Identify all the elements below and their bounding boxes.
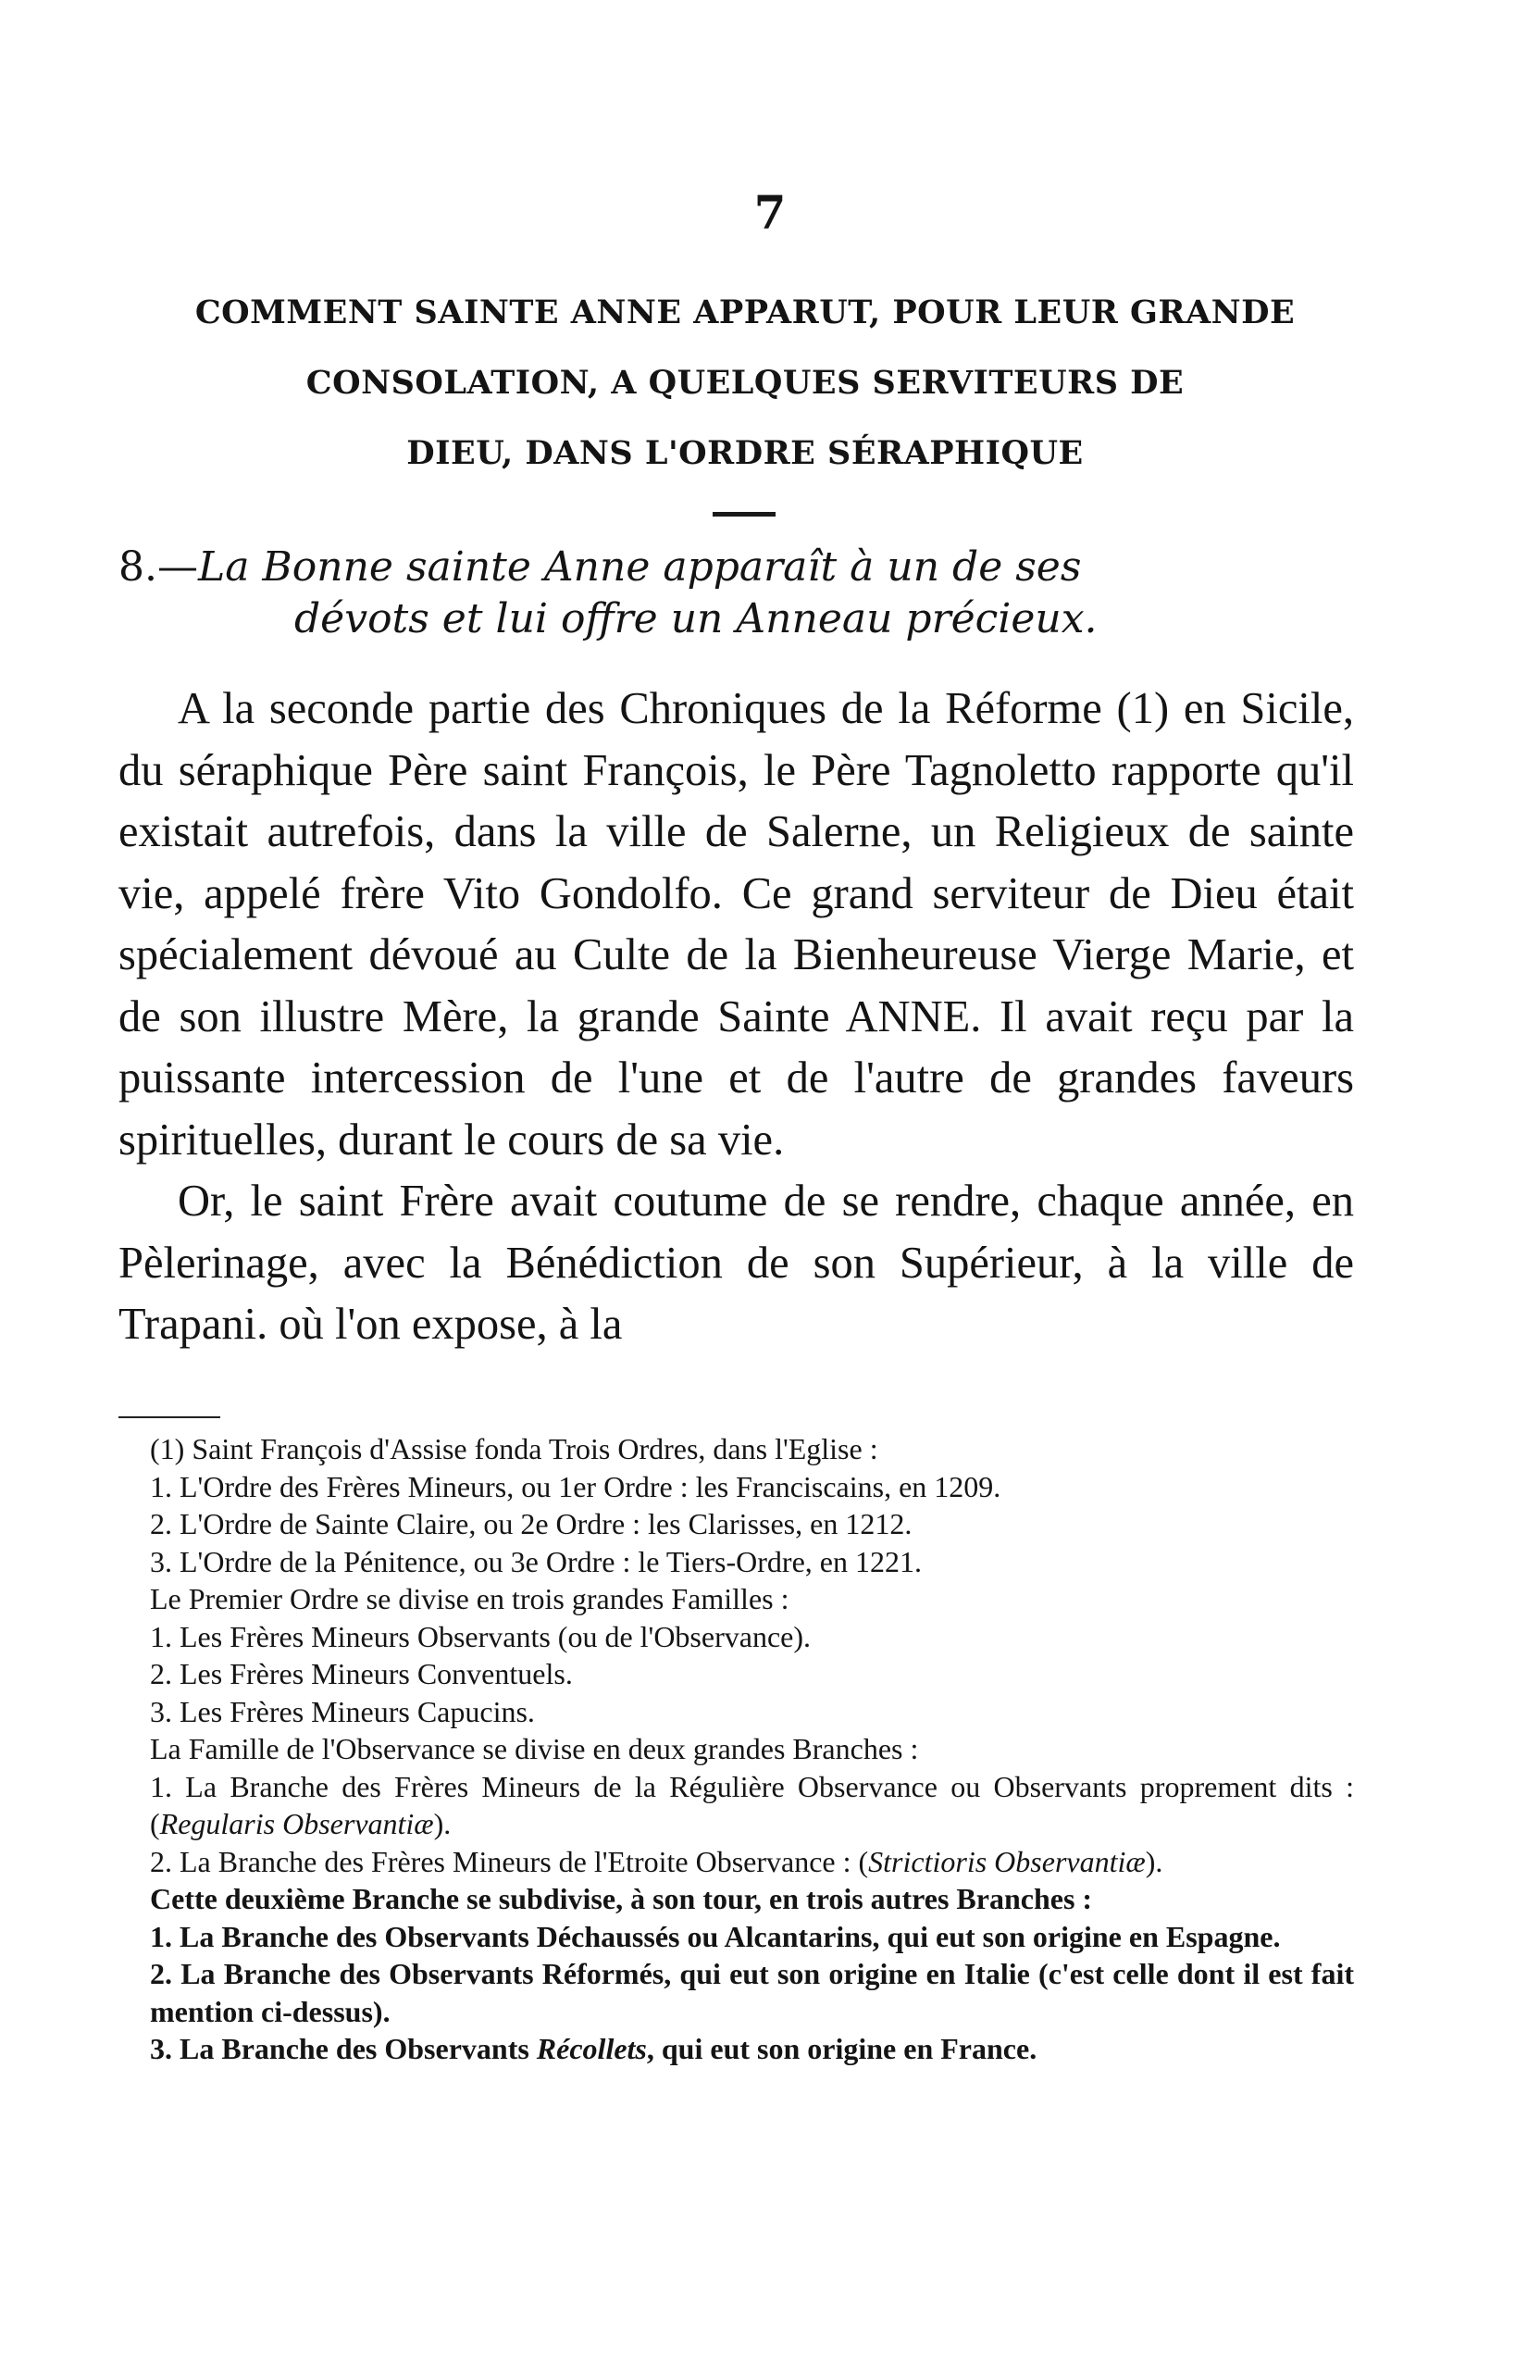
footnote-item: Cette deuxième Branche se subdivise, à son tour, en trois autres Branches :	[150, 1882, 1093, 1915]
footnote-item: 3. L'Ordre de la Pénitence, ou 3e Ordre : le Tiers-Ordre, en 1221.	[150, 1544, 922, 1578]
footnote-item: 1. La Branche des Observants Déchaussés ou Alcantarins, qui eut son origine en Espagne.	[150, 1919, 1281, 1953]
footnote-item	[118, 1843, 1354, 1881]
footnote-item: 2. La Branche des Observants Réformés, qui eut son origine en Italie (c'est celle dont il est fait mention ci-dessus).	[150, 1957, 1354, 2028]
paragraph: Or, le saint Frère avait coutume de se rendre, chaque année, en Pèlerinage, avec la Bénédiction de son Supérieur, à la ville de Trapani. où l'on expose, à la	[118, 1177, 1354, 1349]
title-divider	[713, 512, 776, 517]
section-number: 8.—	[118, 543, 198, 591]
latin-term: Regularis Observantiæ	[159, 1807, 434, 1840]
footnote-item: 1. Les Frères Mineurs Observants (ou de l'Observance).	[150, 1619, 811, 1653]
footnote-item: 1. L'Ordre des Frères Mineurs, ou 1er Ordre : les Franciscains, en 1209.	[150, 1469, 1001, 1503]
footnote-item	[118, 2030, 1354, 2068]
footnote-item: 2. L'Ordre de Sainte Claire, ou 2e Ordre : les Clarisses, en 1212.	[150, 1507, 913, 1540]
footnote-text: ).	[1145, 1844, 1163, 1878]
title-line: DIEU, DANS L'ORDRE SÉRAPHIQUE	[406, 434, 1084, 472]
title-line: COMMENT SAINTE ANNE APPARUT, POUR LEUR GRANDE	[194, 293, 1296, 331]
paragraph: A la seconde partie des Chroniques de la Réforme (1) en Sicile, du séraphique Père saint François, le Père Tagnoletto rapporte qu'il existait autrefois, dans la ville de Salerne, un Religieux de sainte vie, appelé frère Vito Gondolfo. Ce grand serviteur de Dieu était spécialement dévoué au Culte de la Bienheureuse Vierge Marie, et de son illustre Mère, la grande Sainte ANNE. Il avait reçu par la puissante intercession de l'une et de l'autre de grandes faveurs spirituelles, durant le cours de sa vie.	[118, 684, 1354, 1165]
footnote-item: La Famille de l'Observance se divise en deux grandes Branches :	[150, 1732, 919, 1765]
chapter-title	[111, 278, 1379, 489]
italic-term: Récollets	[536, 2032, 647, 2065]
latin-term: Strictioris Observantiæ	[868, 1844, 1146, 1878]
footnote-divider	[118, 1416, 220, 1418]
footnote-text: 2. La Branche des Frères Mineurs de l'Etroite Observance : (	[150, 1844, 869, 1878]
section-heading	[118, 542, 1405, 645]
footnote-text: , qui eut son origine en France.	[646, 2032, 1037, 2065]
title-line: CONSOLATION, A QUELQUES SERVITEURS DE	[305, 364, 1185, 402]
footnote-text: ).	[433, 1807, 452, 1840]
page-number: 7	[753, 185, 787, 240]
footnotes	[118, 1430, 1354, 2068]
body-text	[118, 679, 1354, 1356]
footnote-text: 1. La Branche des Frères Mineurs de la Régulière Observance ou Observants proprement dits : (	[150, 1769, 1354, 1840]
footnote-intro: (1) Saint François d'Assise fonda Trois Ordres, dans l'Eglise :	[150, 1432, 878, 1465]
footnote-item: 2. Les Frères Mineurs Conventuels.	[150, 1657, 573, 1690]
footnote-text: 3. La Branche des Observants	[150, 2032, 537, 2065]
section-heading-line: dévots et lui offre un Anneau précieux.	[294, 595, 1098, 642]
footnote-item: 3. Les Frères Mineurs Capucins.	[150, 1694, 535, 1728]
footnote-item: Le Premier Ordre se divise en trois grandes Familles :	[150, 1582, 789, 1615]
section-heading-line: La Bonne sainte Anne apparaît à un de ses	[197, 543, 1082, 591]
footnote-item	[118, 1768, 1354, 1843]
